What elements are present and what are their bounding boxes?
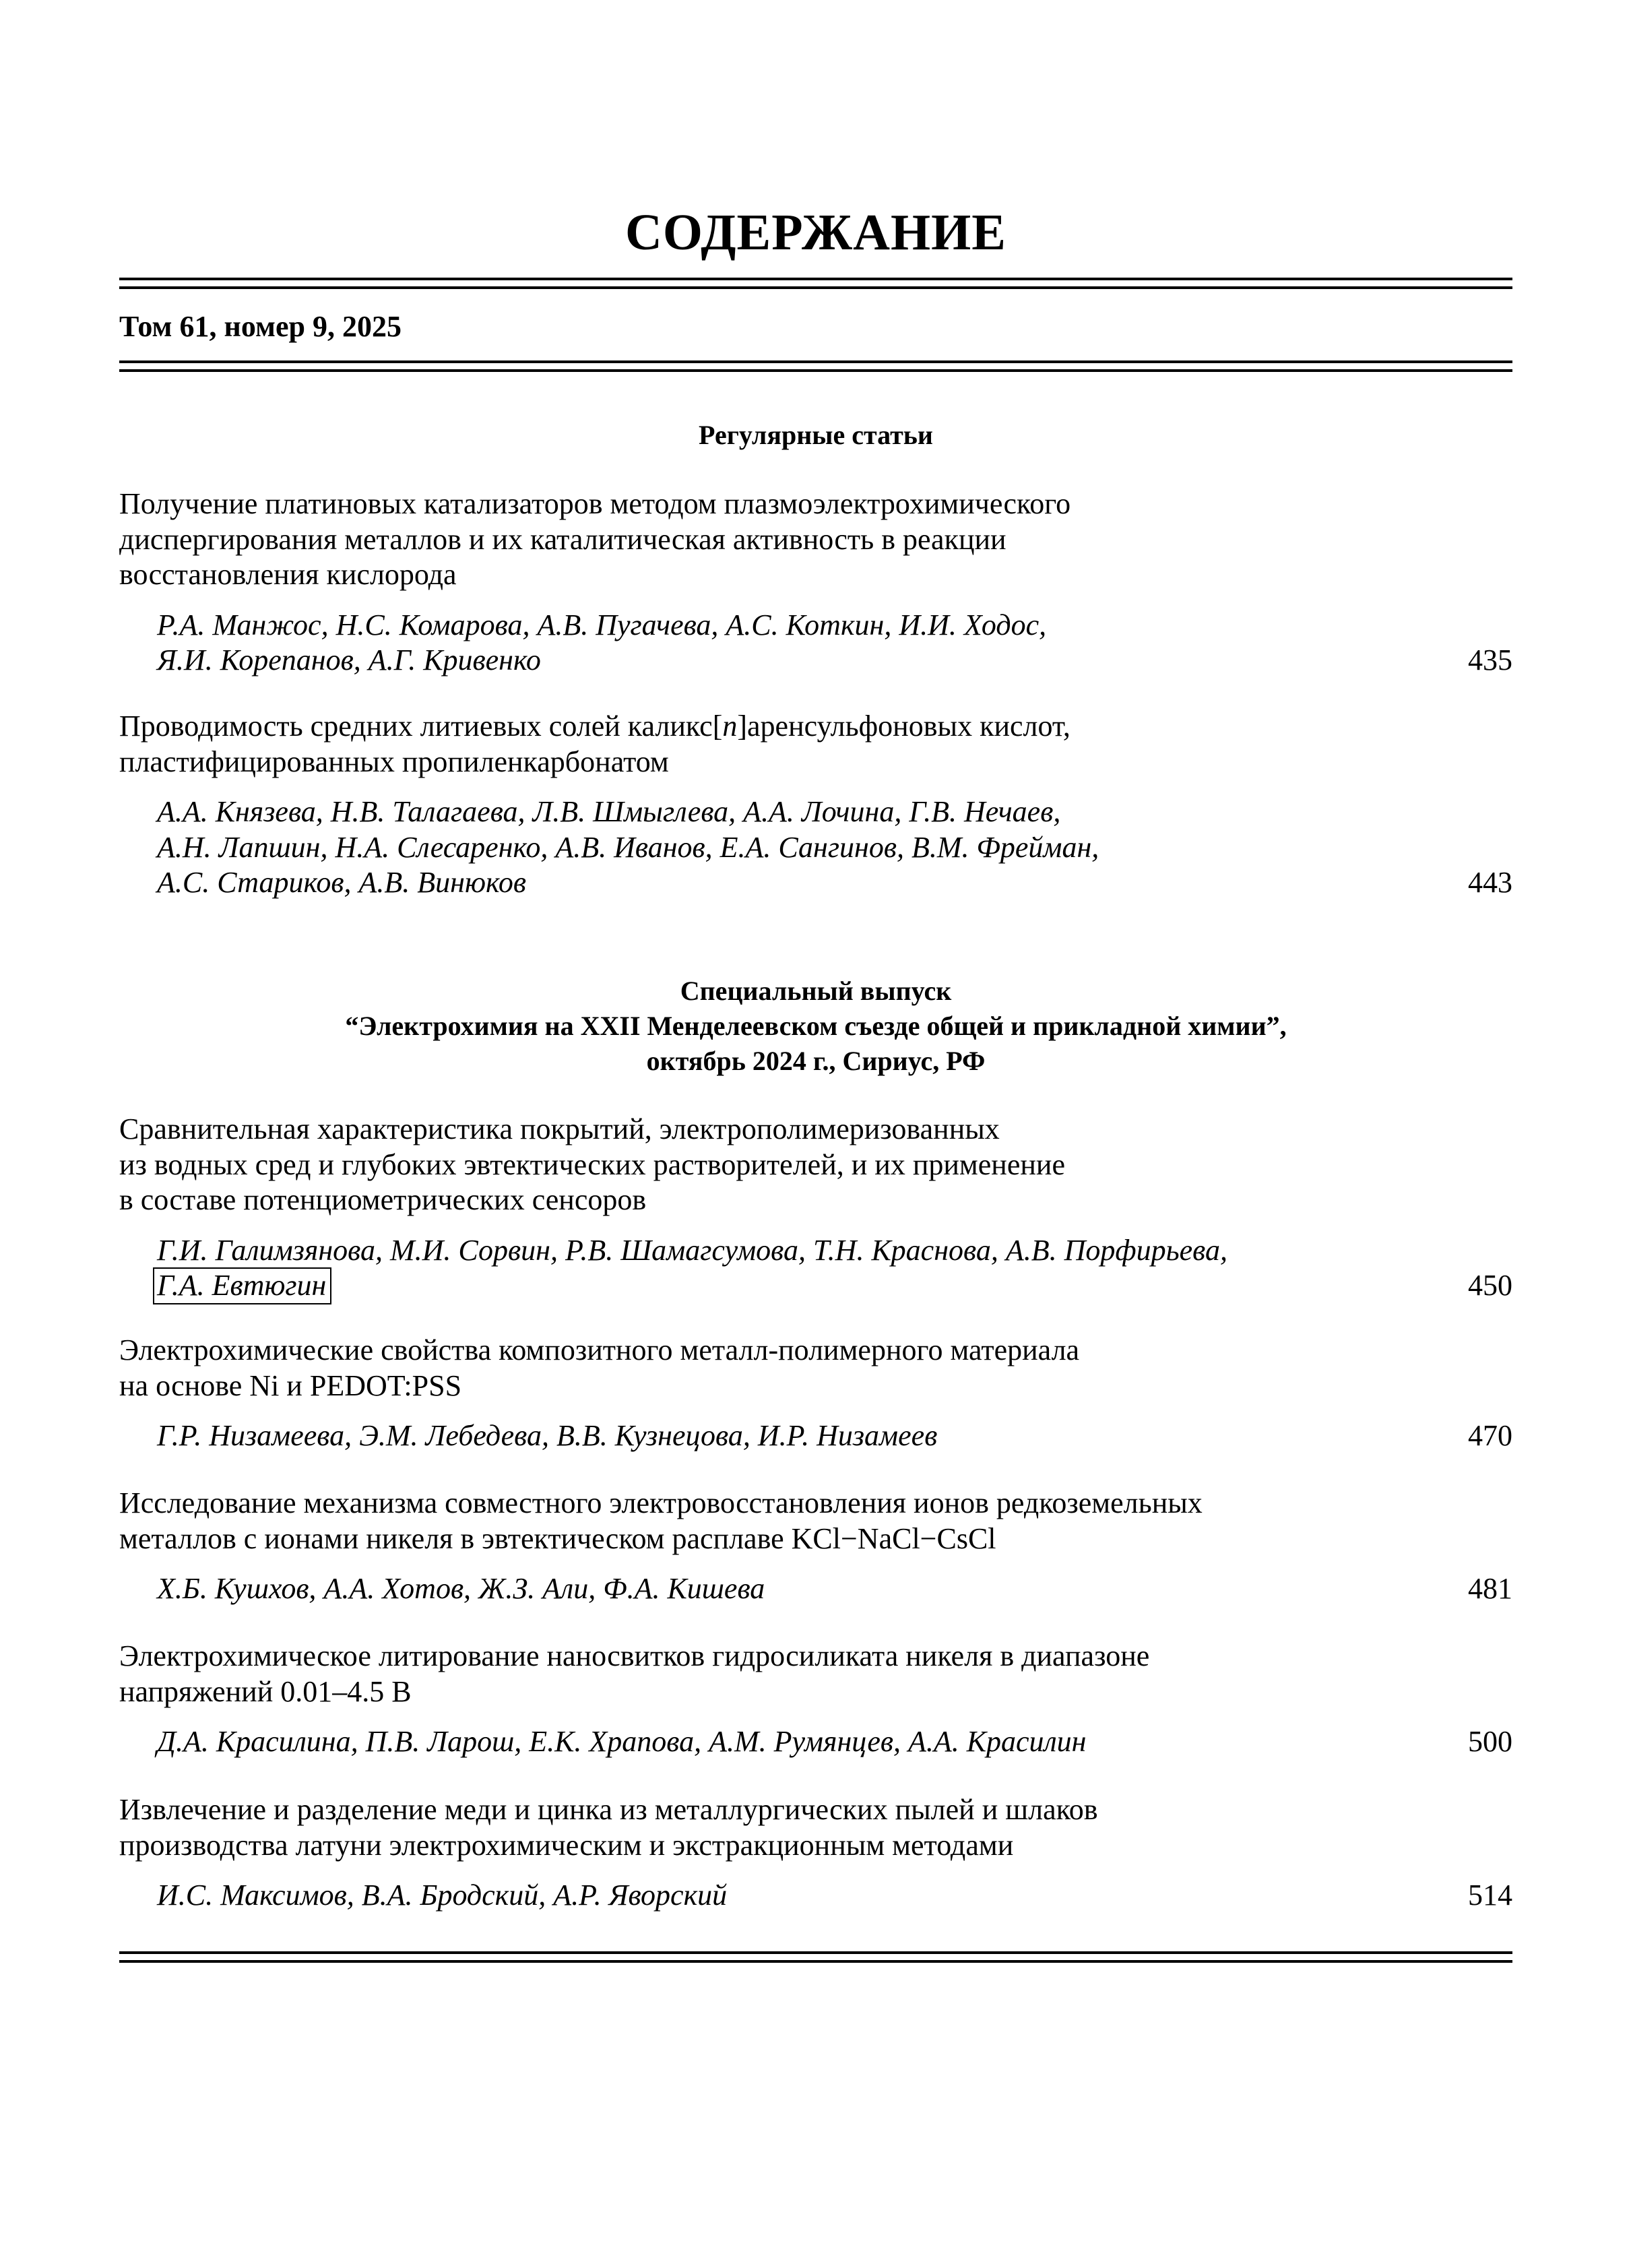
title-line: диспергирования металлов и их каталитическая активность в реакции <box>119 522 1006 556</box>
authors-line: Х.Б. Кушхов, А.А. Хотов, Ж.З. Али, Ф.А. Кишева <box>157 1572 765 1605</box>
double-rule-bottom <box>119 1951 1512 1963</box>
page-number[interactable]: 500 <box>1468 1725 1512 1758</box>
authors-row <box>119 1233 1512 1304</box>
double-rule-top <box>119 278 1512 289</box>
page-number[interactable]: 481 <box>1468 1572 1512 1605</box>
page-number[interactable]: 450 <box>1468 1269 1512 1302</box>
title-line: из водных сред и глубоких эвтектических растворителей, и их применение <box>119 1147 1066 1181</box>
article-authors <box>119 608 1512 679</box>
title-text: ]аренсульфоновых кислот, <box>737 710 1070 743</box>
title-line: напряжений 0.01–4.5 В <box>119 1674 412 1708</box>
authors-row <box>119 1724 1512 1760</box>
article-title[interactable] <box>119 1112 1512 1218</box>
boxed-author-name: Г.А. Евтюгин <box>153 1267 331 1304</box>
article-title[interactable] <box>119 709 1512 780</box>
page-number[interactable]: 443 <box>1468 866 1512 899</box>
article-title[interactable] <box>119 1792 1512 1863</box>
title-line <box>119 709 1512 745</box>
authors-line: Р.А. Манжос, Н.С. Комарова, А.В. Пугачева, А.С. Коткин, И.И. Ходос, <box>157 608 1047 641</box>
title-variable: n <box>722 710 738 743</box>
authors-line <box>157 1268 1512 1304</box>
title-line: Сравнительная характеристика покрытий, электрополимеризованных <box>119 1112 1000 1145</box>
page-number[interactable]: 514 <box>1468 1879 1512 1912</box>
authors-line: Г.Р. Низамеева, Э.М. Лебедева, В.В. Кузнецова, И.Р. Низамеев <box>157 1419 938 1452</box>
section-heading-line: Специальный выпуск <box>680 976 952 1006</box>
authors-row <box>119 1878 1512 1914</box>
title-line: восстановления кислорода <box>119 558 457 591</box>
title-line: производства латуни электрохимическим и экстракционным методами <box>119 1828 1014 1862</box>
authors-line: И.С. Максимов, В.А. Бродский, А.Р. Яворский <box>157 1879 728 1912</box>
title-line: металлов с ионами никеля в эвтектическом расплаве KCl−NaCl−CsCl <box>119 1521 996 1555</box>
article-authors <box>119 1571 1512 1607</box>
title-line: Исследование механизма совместного электровосстановления ионов редкоземельных <box>119 1486 1203 1519</box>
double-rule-below-volume <box>119 360 1512 372</box>
section-heading-line: “Электрохимия на XXII Менделеевском съезде общей и прикладной химии”, <box>345 1011 1287 1041</box>
toc-entry[interactable] <box>119 486 1512 679</box>
toc-entry[interactable] <box>119 1112 1512 1304</box>
article-title[interactable] <box>119 486 1512 593</box>
article-authors <box>119 794 1512 901</box>
authors-row <box>119 1418 1512 1454</box>
title-line: на основе Ni и PEDOT:PSS <box>119 1368 462 1402</box>
authors-line: Д.А. Красилина, П.В. Ларош, Е.К. Храпова, А.М. Румянцев, А.А. Красилин <box>157 1725 1087 1758</box>
toc-entry[interactable] <box>119 1792 1512 1914</box>
authors-line: Г.И. Галимзянова, М.И. Сорвин, Р.В. Шамагсумова, Т.Н. Краснова, А.В. Порфирьева, <box>157 1233 1227 1267</box>
toc-entry[interactable] <box>119 1333 1512 1454</box>
title-line: пластифицированных пропиленкарбонатом <box>119 745 669 778</box>
section-heading-special-issue <box>119 974 1512 1079</box>
title-line: Получение платиновых катализаторов методом плазмоэлектрохимического <box>119 487 1071 520</box>
article-authors <box>119 1724 1512 1760</box>
article-title[interactable] <box>119 1486 1512 1556</box>
title-line: Извлечение и разделение меди и цинка из металлургических пылей и шлаков <box>119 1793 1098 1826</box>
toc-entry[interactable] <box>119 709 1512 901</box>
toc-entry[interactable] <box>119 1486 1512 1607</box>
authors-row <box>119 1571 1512 1607</box>
authors-line: Я.И. Корепанов, А.Г. Кривенко <box>157 643 541 676</box>
article-authors <box>119 1878 1512 1914</box>
title-line: Электрохимическое литирование наносвитков гидросиликата никеля в диапазоне <box>119 1639 1150 1672</box>
page-number[interactable]: 470 <box>1468 1419 1512 1452</box>
authors-row <box>119 794 1512 901</box>
authors-line: А.С. Стариков, А.В. Винюков <box>157 866 527 899</box>
article-title[interactable] <box>119 1639 1512 1709</box>
title-text: Проводимость средних литиевых солей каликс[ <box>119 710 723 743</box>
volume-issue-label: Том 61, номер 9, 2025 <box>119 310 402 343</box>
article-title[interactable] <box>119 1333 1512 1404</box>
authors-row <box>119 608 1512 679</box>
authors-line: А.А. Князева, Н.В. Талагаева, Л.В. Шмыглева, А.А. Лочина, Г.В. Нечаев, <box>157 795 1061 828</box>
page-title: СОДЕРЖАНИЕ <box>625 204 1006 261</box>
section-heading-regular <box>119 418 1512 453</box>
section-heading-line: Регулярные статьи <box>699 420 933 450</box>
toc-entry[interactable] <box>119 1639 1512 1760</box>
section-heading-line: октябрь 2024 г., Сириус, РФ <box>646 1046 986 1076</box>
article-authors <box>119 1418 1512 1454</box>
authors-line: А.Н. Лапшин, Н.А. Слесаренко, А.В. Иванов, Е.А. Сангинов, В.М. Фрейман, <box>157 830 1099 864</box>
title-line: Электрохимические свойства композитного металл-полимерного материала <box>119 1333 1080 1366</box>
page-number[interactable]: 435 <box>1468 643 1512 676</box>
title-line: в составе потенциометрических сенсоров <box>119 1183 647 1216</box>
article-authors <box>119 1233 1512 1304</box>
